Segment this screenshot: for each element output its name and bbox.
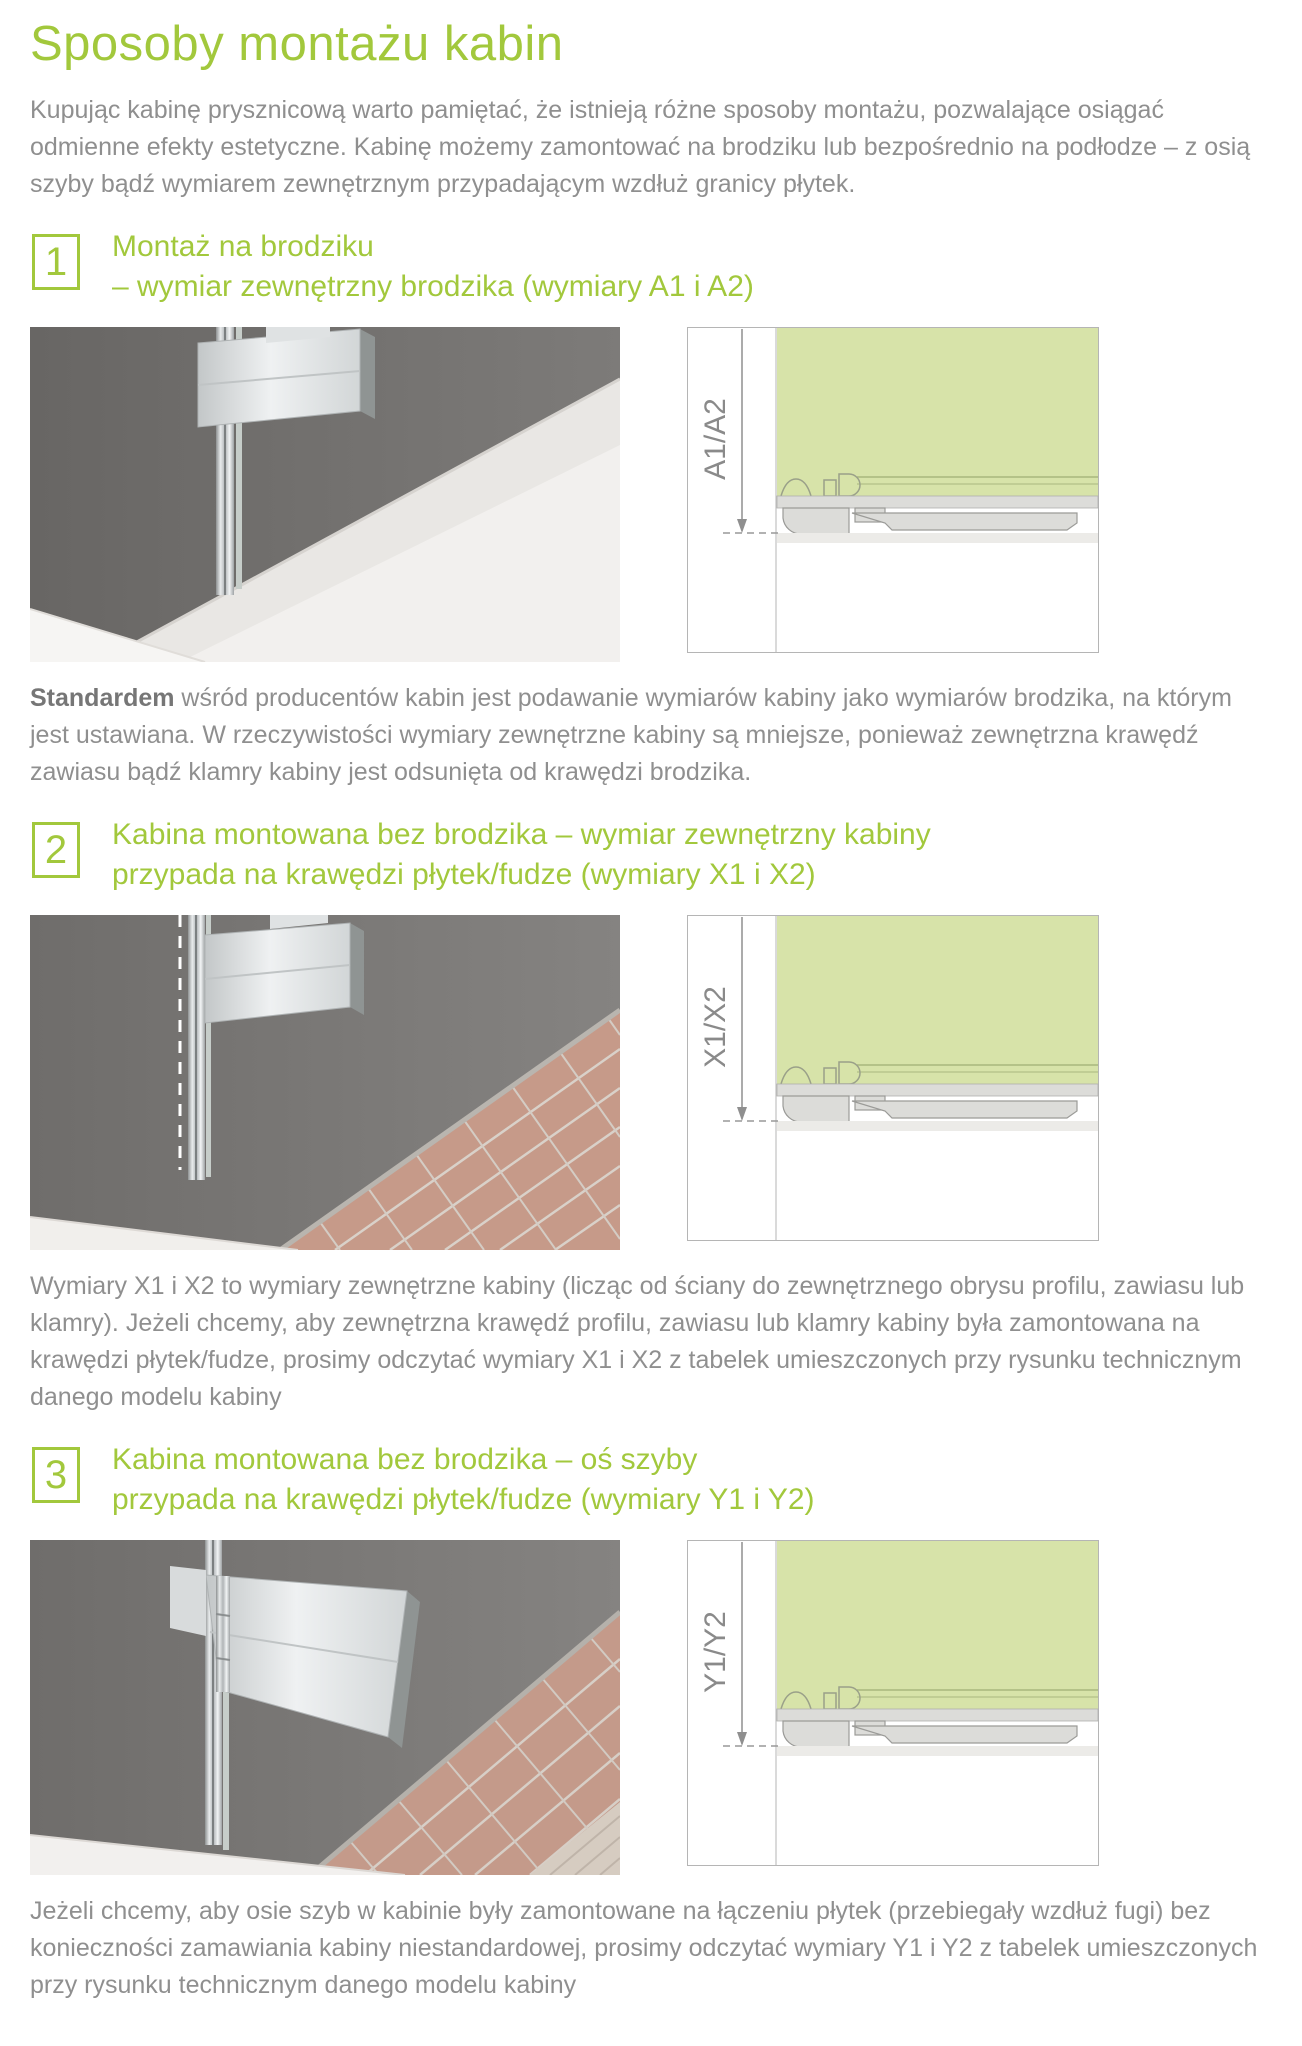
photo-hinge-on-tiles-outer-edge — [30, 915, 620, 1250]
section-3-number-badge: 3 — [32, 1447, 80, 1503]
profile-block — [783, 508, 849, 534]
section-1-heading-line2: – wymiar zewnętrzny brodzika (wymiary A1 i A2) — [112, 270, 754, 303]
hinge-pin — [216, 1576, 230, 1692]
section-2-heading-line2: przypada na krawędzi płytek/fudze (wymiary X1 i X2) — [112, 858, 816, 891]
tray-edge-strip — [777, 1746, 1098, 1756]
glass-pane — [777, 328, 1098, 496]
profile-block — [783, 1096, 849, 1122]
diagram-outer-edge-dimension — [687, 915, 1099, 1241]
section-1-header — [32, 227, 1272, 307]
section-2-note — [30, 1268, 1272, 1416]
diagram-dimension-label: X1/X2 — [699, 986, 732, 1068]
diagram-glass-axis-dimension — [687, 1540, 1099, 1866]
hinge-side-face — [350, 923, 364, 1015]
tray-edge-strip — [777, 1121, 1098, 1131]
hinge-side-face — [360, 329, 375, 419]
section-2-figures — [30, 915, 1272, 1250]
profile-block — [783, 1721, 849, 1747]
photo-hinge-on-tiles-glass-axis — [30, 1540, 620, 1875]
glass-pane — [777, 916, 1098, 1084]
section-1-heading — [112, 227, 754, 307]
diagram-tray-dimension — [687, 327, 1099, 653]
note-text: Wymiary X1 i X2 to wymiary zewnętrzne kabiny (licząc od ściany do zewnętrznego obrysu profilu, zawiasu lub klamry). Jeżeli chcemy, aby zewnętrzna krawędź profilu, zawiasu lub klamry kabiny była zamontowana na krawędzi płytek/fudze, prosimy odczytać wymiary X1 i X2 z tabelek umieszczonych przy rysunku technicznym danego modelu kabiny — [30, 1272, 1245, 1411]
floor-strip — [777, 1709, 1098, 1721]
section-2-heading-line1: Kabina montowana bez brodzika – wymiar zewnętrzny kabiny — [112, 818, 931, 851]
note-text: Jeżeli chcemy, aby osie szyb w kabinie były zamontowane na łączeniu płytek (przebiegały wzdłuż fugi) bez konieczności zamawiania kabiny niestandardowej, prosimy odczytać wymiary Y1 i Y2 z tabelek umieszczonych przy rysunku technicznym danego modelu kabiny — [30, 1897, 1258, 1999]
section-1-number-badge: 1 — [32, 234, 80, 290]
glass-pane — [777, 1541, 1098, 1709]
section-2-number-badge: 2 — [32, 822, 80, 878]
section-1-note — [30, 680, 1272, 791]
floor-strip — [777, 496, 1098, 508]
intro-paragraph: Kupując kabinę prysznicową warto pamiętać, że istnieją różne sposoby montażu, pozwalające osiągać odmienne efekty estetyczne. Kabinę możemy zamontować na brodziku lub bezpośrednio na podłodze – z osią szyby bądź wymiarem zewnętrznym przypadającym wzdłuż granicy płytek. — [30, 96, 1251, 198]
note-text: wśród producentów kabin jest podawanie wymiarów kabiny jako wymiarów brodzika, na którym jest ustawiana. W rzeczywistości wymiary zewnętrzne kabiny są mniejsze, ponieważ zewnętrzna krawędź zawiasu bądź klamry kabiny jest odsunięta od krawędzi brodzika. — [30, 684, 1232, 786]
page-title: Sposoby montażu kabin — [30, 17, 564, 71]
photo-hinge-on-shower-tray — [30, 327, 620, 662]
glass-edge — [223, 1680, 229, 1850]
wall-bracket — [170, 1566, 206, 1636]
diagram-dimension-label: A1/A2 — [699, 398, 732, 480]
section-2-heading — [112, 815, 931, 895]
section-1-figures — [30, 327, 1272, 662]
floor-strip — [777, 1084, 1098, 1096]
section-3-note — [30, 1893, 1272, 2004]
section-3-heading — [112, 1440, 815, 1520]
diagram-dimension-label: Y1/Y2 — [699, 1611, 732, 1693]
section-1-heading-line1: Montaż na brodziku — [112, 230, 374, 263]
note-lead: Standardem — [30, 684, 175, 712]
section-3-figures — [30, 1540, 1272, 1875]
tray-edge-strip — [777, 533, 1098, 543]
section-2-header — [32, 815, 1272, 895]
section-3-header — [32, 1440, 1272, 1520]
section-3-heading-line1: Kabina montowana bez brodzika – oś szyby — [112, 1443, 698, 1476]
section-3-heading-line2: przypada na krawędzi płytek/fudze (wymiary Y1 i Y2) — [112, 1483, 815, 1516]
